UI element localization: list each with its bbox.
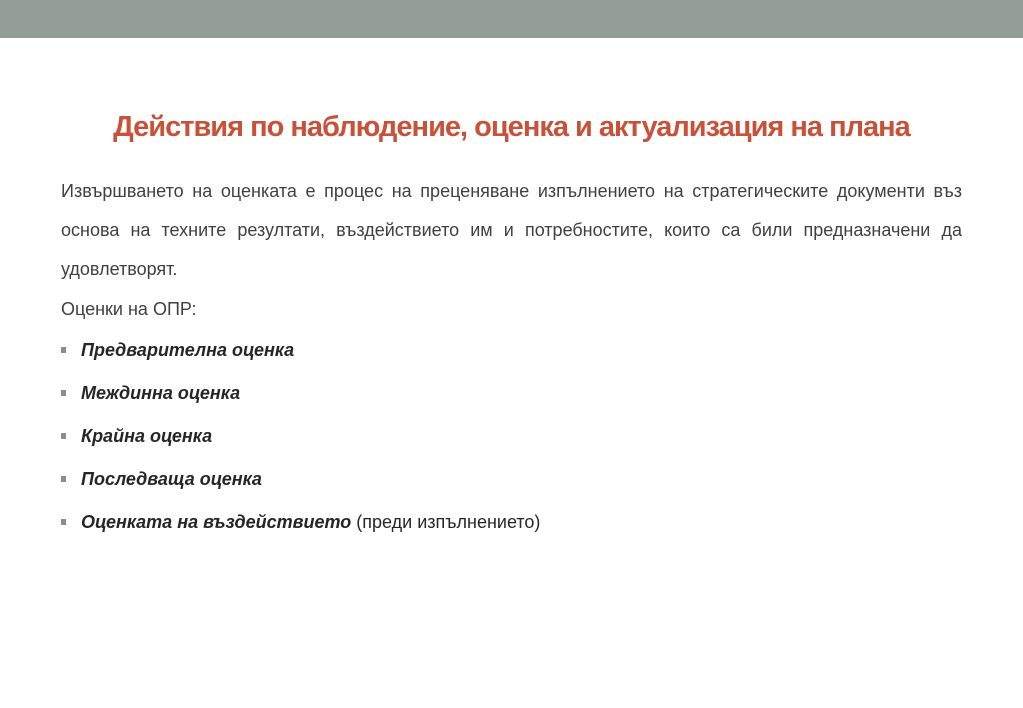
list-item <box>61 372 962 415</box>
list-item <box>61 501 962 544</box>
list-item-text: Последваща оценка <box>81 469 262 489</box>
list-item-text: Предварителна оценка <box>81 340 295 360</box>
list-item <box>61 415 962 458</box>
square-bullet-icon <box>61 433 66 439</box>
square-bullet-icon <box>61 519 66 525</box>
opr-label: Оценки на ОПР: <box>61 299 197 319</box>
slide-content <box>61 172 962 544</box>
top-band <box>0 0 1023 38</box>
intro-paragraph: Извършването на оценката е процес на преценяване изпълнението на стратегическите документи въз основа на техните резултати, въздействието им и потребностите, които са били предназначени да удовлетворят. <box>61 181 962 279</box>
slide-title: Действия по наблюдение, оценка и актуализация на плана <box>113 111 910 144</box>
list-item <box>61 458 962 501</box>
square-bullet-icon <box>61 476 66 482</box>
square-bullet-icon <box>61 347 66 353</box>
list-item <box>61 329 962 372</box>
square-bullet-icon <box>61 390 66 396</box>
list-item-suffix: (преди изпълнението) <box>351 512 541 532</box>
list-item-text: Междинна оценка <box>81 383 241 403</box>
evaluation-list <box>61 329 962 544</box>
list-item-text: Крайна оценка <box>81 426 213 446</box>
list-item-text: Оценката на въздействието <box>81 512 352 532</box>
